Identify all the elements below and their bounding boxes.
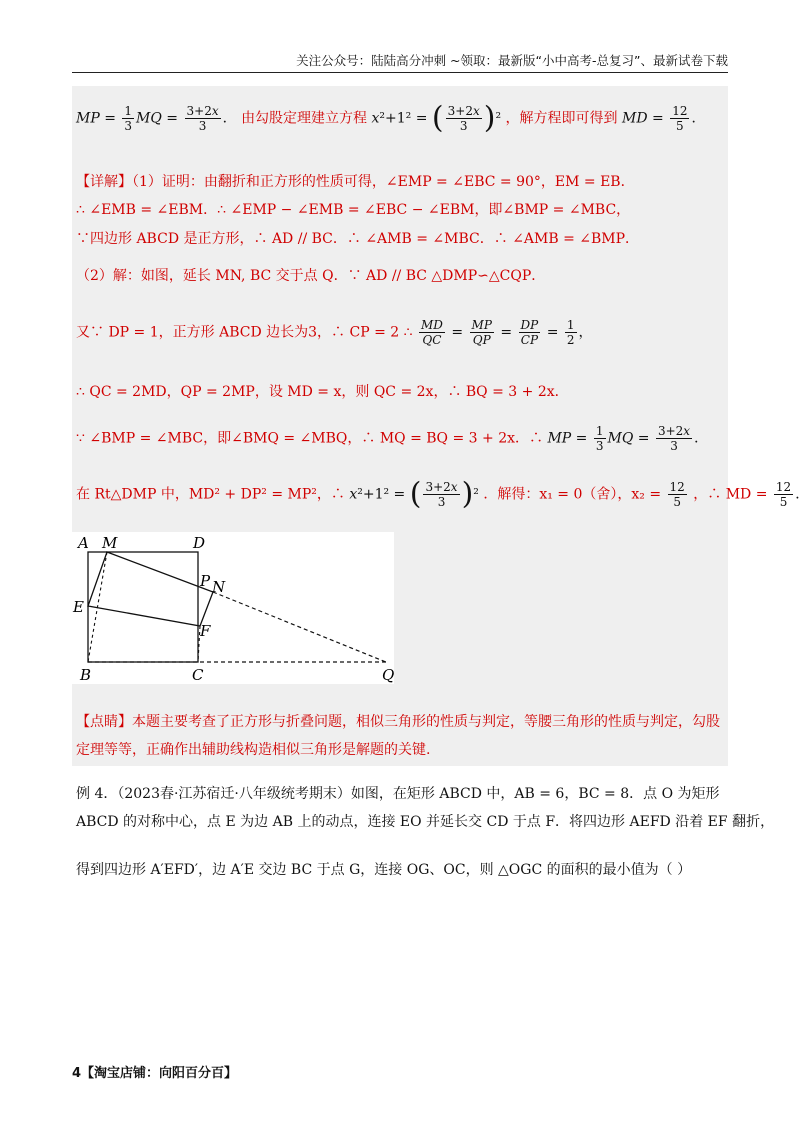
example-line-3: 得到四边形 A′EFD′，边 A′E 交边 BC 于点 G，连接 OG、OC，则 △OGC 的面积的最小值为（ ） xyxy=(76,862,692,878)
label-n: N xyxy=(212,578,226,596)
text-solve: ，解方程即可得到 xyxy=(505,110,618,127)
page-header: 关注公众号：陆陆高分冲刺 ~领取：最新版“小中高考-总复习”、最新试卷下载 xyxy=(72,52,728,73)
geometry-svg xyxy=(72,532,394,684)
label-d: D xyxy=(193,534,206,552)
text-pythagoras: 由勾股定理建立方程 xyxy=(241,110,368,127)
solution-line-6: 又∵ DP = 1，正方形 ABCD 边长为3，∴ CP = 2 ∴ $\frac{MD}{QC}$ = $\frac{MP}{QP}$ = $\frac{DP}{CP}$ = $\frac{1}{2}$ ， xyxy=(76,318,593,347)
example-line-2: ABCD 的对称中心，点 E 为边 AB 上的动点，连接 EO 并延长交 CD 于点 F．将四边形 AEFD 沿着 EF 翻折， xyxy=(76,814,775,830)
solution-line-9: 在 Rt△DMP 中，MD² + DP² = MP²，∴ x²+1² = ( $\frac{3+2x}{3}$ )² ．解得：x₁ = 0（舍），x₂ = $\frac{12}{5}$ ，∴ MD = $\frac{12}{5}$ ． xyxy=(76,476,809,512)
line-nq xyxy=(213,592,386,662)
solution-line-1: MP = $\frac{1}{3}$ MQ = $\frac{3+2x}{3}$ ． 由勾股定理建立方程 x²+1² = ( $\frac{3+2x}{3}$ )² ，解方程即可得到 MD = $\frac{12}{5}$ ． xyxy=(76,100,706,136)
solution-line-4: ∵四边形 ABCD 是正方形，∴ AD // BC．∴ ∠AMB = ∠MBC．∴ ∠AMB = ∠BMP． xyxy=(76,231,640,247)
tip-line-2: 定理等等，正确作出辅助线构造相似三角形是解题的关键. xyxy=(76,742,431,758)
solution-line-5: （2）解：如图，延长 MN, BC 交于点 Q．∵ AD // BC △DMP∽△CQP． xyxy=(76,268,546,284)
label-e: E xyxy=(73,598,84,616)
solution-line-7: ∴ QC = 2MD，QP = 2MP，设 MD = x，则 QC = 2x，∴ BQ = 3 + 2x． xyxy=(76,384,569,400)
page-footer: 4【淘宝店铺：向阳百分百】 xyxy=(72,1066,238,1081)
solution-line-2: 【详解】（1）证明：由翻折和正方形的性质可得，∠EMP = ∠EBC = 90°，EM = EB． xyxy=(76,174,635,190)
solution-line-3: ∴ ∠EMB = ∠EBM．∴ ∠EMP − ∠EMB = ∠EBC − ∠EBM，即∠BMP = ∠MBC， xyxy=(76,202,631,218)
label-q: Q xyxy=(382,666,395,684)
folded-quad xyxy=(88,552,213,626)
example-line-1: 例 4．（2023春·江苏宿迁·八年级统考期末）如图，在矩形 ABCD 中，AB = 6，BC = 8．点 O 为矩形 xyxy=(76,786,720,802)
label-b: B xyxy=(80,666,92,684)
tip-line-1: 【点睛】本题主要考查了正方形与折叠问题，相似三角形的性质与判定，等腰三角形的性质与判定，勾股 xyxy=(76,714,720,730)
solution-line-8: ∵ ∠BMP = ∠MBC，即∠BMQ = ∠MBQ，∴ MQ = BQ = 3 + 2x．∴ MP = $\frac{1}{3}$ MQ = $\frac{3+2x}{3}$ ． xyxy=(76,424,709,453)
label-a: A xyxy=(78,534,89,552)
square-abcd xyxy=(88,552,198,662)
label-m: M xyxy=(102,534,118,552)
label-f: F xyxy=(200,622,211,640)
label-p: P xyxy=(200,572,211,590)
detail-tag: 【详解】 xyxy=(76,174,132,190)
tip-tag: 【点睛】 xyxy=(76,714,132,730)
geometry-diagram xyxy=(72,532,394,684)
label-c: C xyxy=(192,666,204,684)
